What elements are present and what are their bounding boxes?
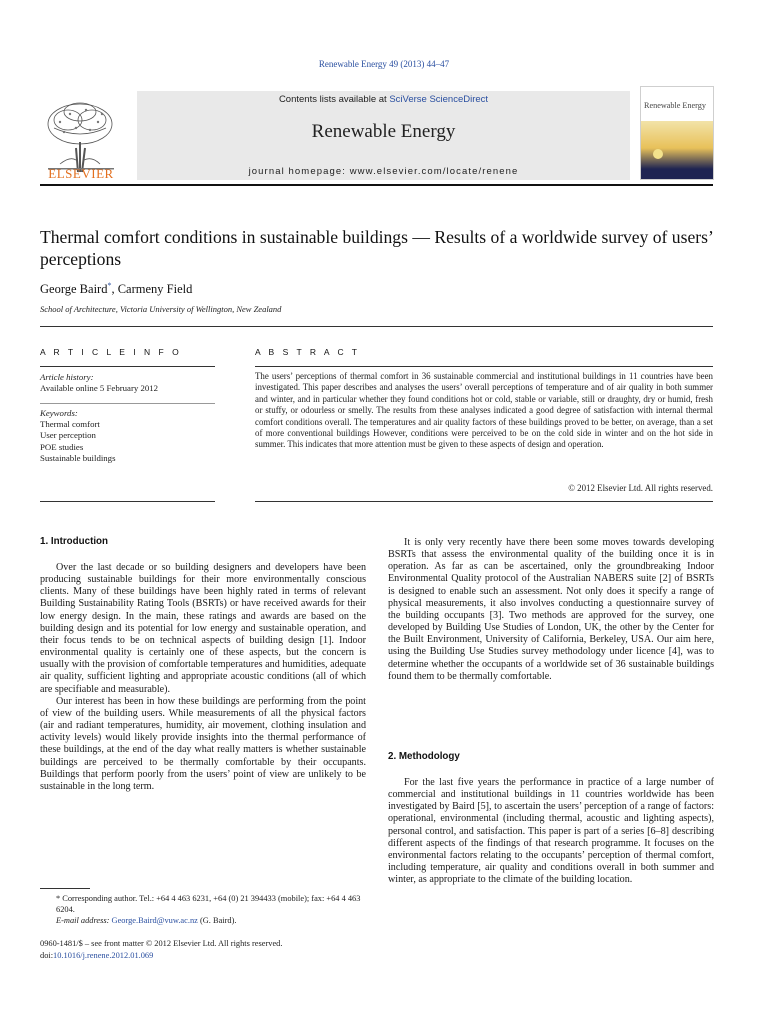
keywords-list [40,419,116,465]
title-divider [40,326,713,327]
cover-title: Renewable Energy [644,101,706,110]
cover-artwork [641,121,714,180]
article-info-bottom-divider [40,501,215,502]
introduction-body [40,562,366,793]
author-list: George Baird*, Carmeny Field [40,281,193,297]
keyword-item: Sustainable buildings [40,453,116,464]
article-info-heading: A R T I C L E I N F O [40,347,182,357]
keyword-item: User perception [40,430,96,441]
footnote-divider [40,888,90,889]
keywords-divider [40,403,215,404]
contents-line: Contents lists available at SciVerse ScienceDirect [278,94,489,105]
article-title: Thermal comfort conditions in sustainable buildings — Results of a worldwide survey of users’ perceptions [40,227,713,269]
paragraph: Over the last decade or so building designers and developers have been producing sustainable buildings for their more environmentally conscious clients. Many of these buildings have been highly rated in terms of relevant Building Sustainability Rating Tools (BSRTs) or have received awards for their low energy design. In the main, these ratings and awards are based on the building design and its potential for low energy and sustainable operation, and their focus tends to be on technical aspects of building design [1]. Indoor environmental quality is certainly one of these aspects, but the concern is usually with the provision of comfortable temperatures and humidities, adequate air quality, sufficient lighting and appropriate acoustic conditions (all of which are specifiable and measurable). [40,562,366,695]
publisher-name: ELSEVIER [48,166,114,181]
keyword-item: POE studies [40,441,84,452]
keyword-item: Thermal comfort [40,419,100,429]
header-divider [40,184,713,186]
article-history-label: Article history: [40,372,94,382]
abstract-copyright: © 2012 Elsevier Ltd. All rights reserved. [568,483,713,493]
doi-link[interactable]: 10.1016/j.renene.2012.01.069 [53,951,154,960]
journal-homepage[interactable]: journal homepage: www.elsevier.com/locate/renene [248,166,519,177]
issn-line: 0960-1481/$ – see front matter © 2012 Elsevier Ltd. All rights reserved. [40,939,283,948]
paragraph: For the last five years the performance in practice of a large number of commercial and institutional buildings in 11 countries worldwide has been investigated by Baird [5], to ascertain the users’ perception of a range of factors: operational, environmental (including thermal, acoustic and lighting aspects), personal control, and satisfaction. This paper is part of a series [6–8] describing different aspects of the findings of that research programme. It focuses on the environmental factors relating to the occupants’ perception of thermal comfort, including temperature, air quality and conditions overall in both summer and winter, as appropriate to the climate of the building location. [388,777,714,886]
article-info-divider [40,366,215,367]
methodology-heading: 2. Methodology [388,751,460,762]
front-matter [40,938,440,962]
corresponding-author-mark[interactable]: * [107,281,112,290]
article-history-value: Available online 5 February 2012 [40,383,159,393]
abstract-heading: A B S T R A C T [255,347,361,357]
author-email-link[interactable]: George.Baird@vuw.ac.nz [111,916,198,925]
corresponding-author-footnote: * Corresponding author. Tel.: +64 4 463 6231, +64 (0) 21 394433 (mobile); fax: +64 4 463 6204. E-mail address: George.Baird@vuw.ac.nz (G. Baird). [56,894,361,925]
author-affiliation: School of Architecture, Victoria University of Wellington, New Zealand [40,304,282,314]
journal-name: Renewable Energy [311,121,456,142]
introduction-continued [388,537,714,683]
sciencedirect-link[interactable]: SciVerse ScienceDirect [389,94,489,105]
abstract-text: The users’ perceptions of thermal comfort in 36 sustainable commercial and institutional buildings in 11 countries have been investigated. This paper describes and analyses the users’ overall perceptions of temperature and of air quality in both summer and winter, and in particular whether they found conditions hot or cold, stable or variable, still or draughty, dry or humid, fresh or stuffy, or odourless or smelly. The results from these analyses indicated a good degree of satisfaction with internal thermal comfort conditions overall. The temperatures and air quality factors of these buildings proved to be better, on average, than a set of more conventional buildings However, conditions were perceived to be on the cold side in winter and on the hot side in summer. This indicates that more attention must be given to these aspects of design and operation. [255,371,713,450]
paragraph: It is only very recently have there been some moves towards developing BSRTs that assess the environmental quality of the building once it is in operation. As far as can be ascertained, only the groundbreaking Indoor Environmental Quality protocol of the Australian NABERS suite [2] of BSRTs is designed to enable such an assessment. Not only does it specify a range of physical measurements, it also involves conducting a questionnaire survey of the building occupants [3]. Two methods are approved for the survey, one developed by Building Use Studies of London, UK, the other by the Center for the Built Environment, University of California, Berkeley, USA. Our aim here, using the Building Use Studies survey methodology under licence [4], was to determine whether the occupants of a worldwide set of 36 sustainable buildings found them to be thermally comfortable. [388,537,714,682]
abstract-divider [255,366,713,367]
paragraph: Our interest has been in how these buildings are performing from the point of view of the building users. While measurements of all the physical factors (air and radiant temperatures, humidity, air movement, clothing insulation and activity levels) would likely provide insights into the thermal performance of these buildings, at the end of the day what really matters is whether sustainable buildings are perceived to be thermally comfortable by their occupants. Buildings that perform poorly from the users’ point of view are unlikely to be sustainable in the long term. [40,695,366,792]
journal-cover-thumbnail [640,86,714,180]
introduction-heading: 1. Introduction [40,536,109,547]
keywords-label: Keywords: [40,408,78,418]
cover-sun-graphic [653,149,663,159]
methodology-body [388,777,714,886]
doi-line: doi:10.1016/j.renene.2012.01.069 [40,951,154,960]
abstract-bottom-divider [255,501,713,502]
journal-citation[interactable]: Renewable Energy 49 (2013) 44–47 [318,59,450,69]
